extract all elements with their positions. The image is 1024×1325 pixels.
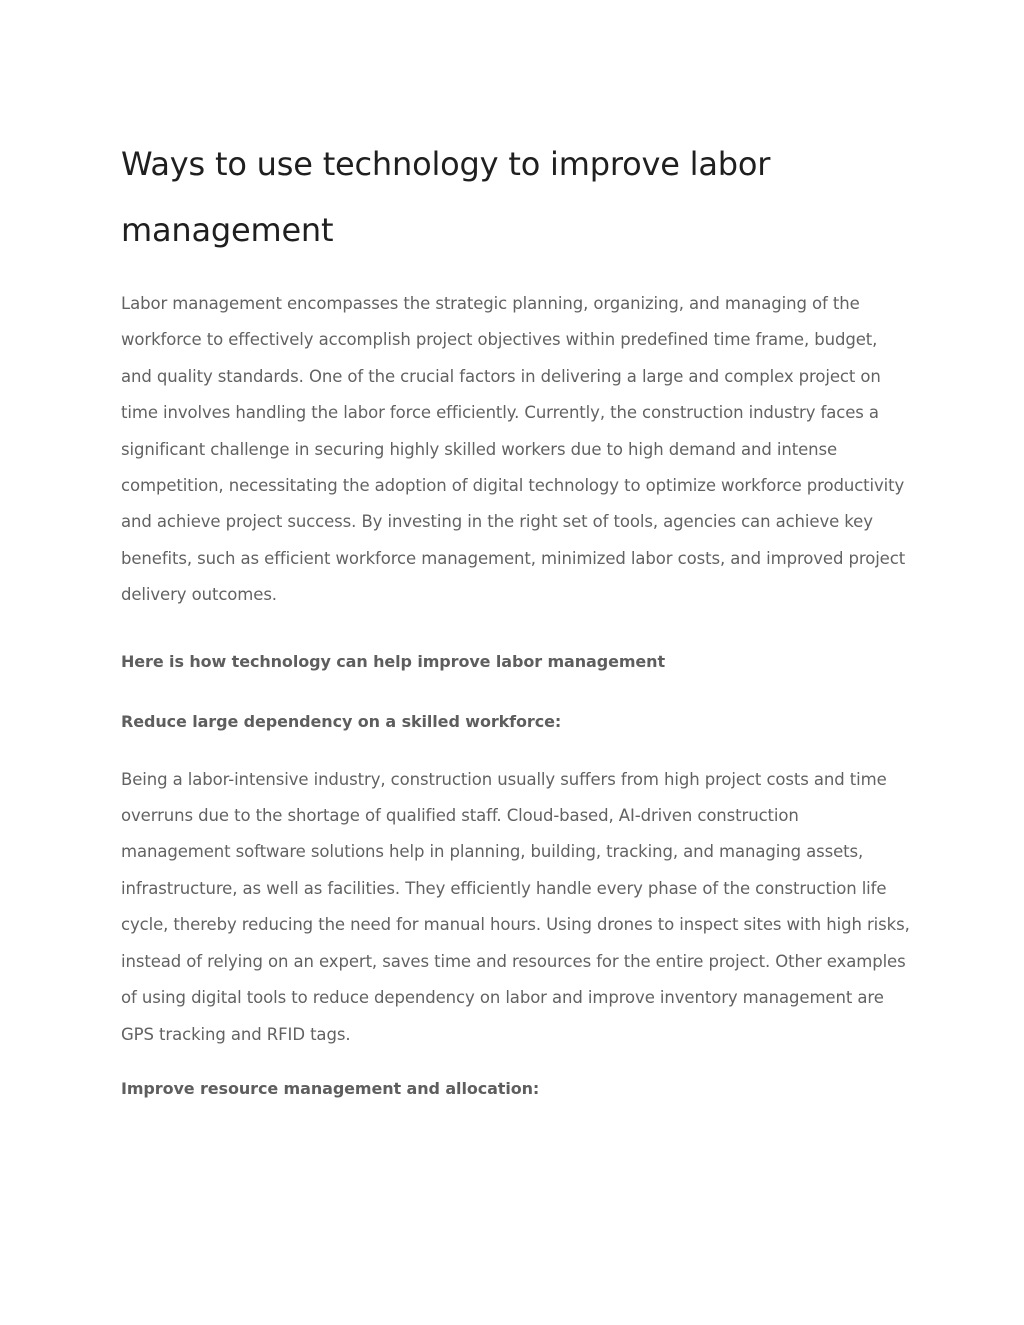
paragraph-reduce-dependency: Being a labor-intensive industry, construction usually suffers from high project costs and time overruns due to the shortage of qualified staff. Cloud-based, AI-driven construction management software solutions help in planning, building, tracking, and managing assets, infrastructure, as well as facilities. They efficiently handle every phase of the construction life cycle, thereby reducing the need for manual hours. Using drones to inspect sites with high risks, instead of relying on an expert, saves time and resources for the entire project. Other examples of using digital tools to reduce dependency on labor and improve inventory management are GPS tracking and RFID tags. xyxy=(121,769,910,1044)
page-title: Ways to use technology to improve labor management xyxy=(121,145,771,249)
subheading-reduce-dependency: Reduce large dependency on a skilled workforce: xyxy=(121,711,562,731)
document-content xyxy=(121,131,911,1101)
subheading-resource-management: Improve resource management and allocation: xyxy=(121,1078,540,1098)
section-heading: Here is how technology can help improve labor management xyxy=(121,651,666,671)
intro-paragraph: Labor management encompasses the strategic planning, organizing, and managing of the workforce to effectively accomplish project objectives within predefined time frame, budget, and quality standards. One of the crucial factors in delivering a large and complex project on time involves handling the labor force efficiently. Currently, the construction industry faces a significant challenge in securing highly skilled workers due to high demand and intense competition, necessitating the adoption of digital technology to optimize workforce productivity and achieve project success. By investing in the right set of tools, agencies can achieve key benefits, such as efficient workforce management, minimized labor costs, and improved project delivery outcomes. xyxy=(121,294,906,605)
